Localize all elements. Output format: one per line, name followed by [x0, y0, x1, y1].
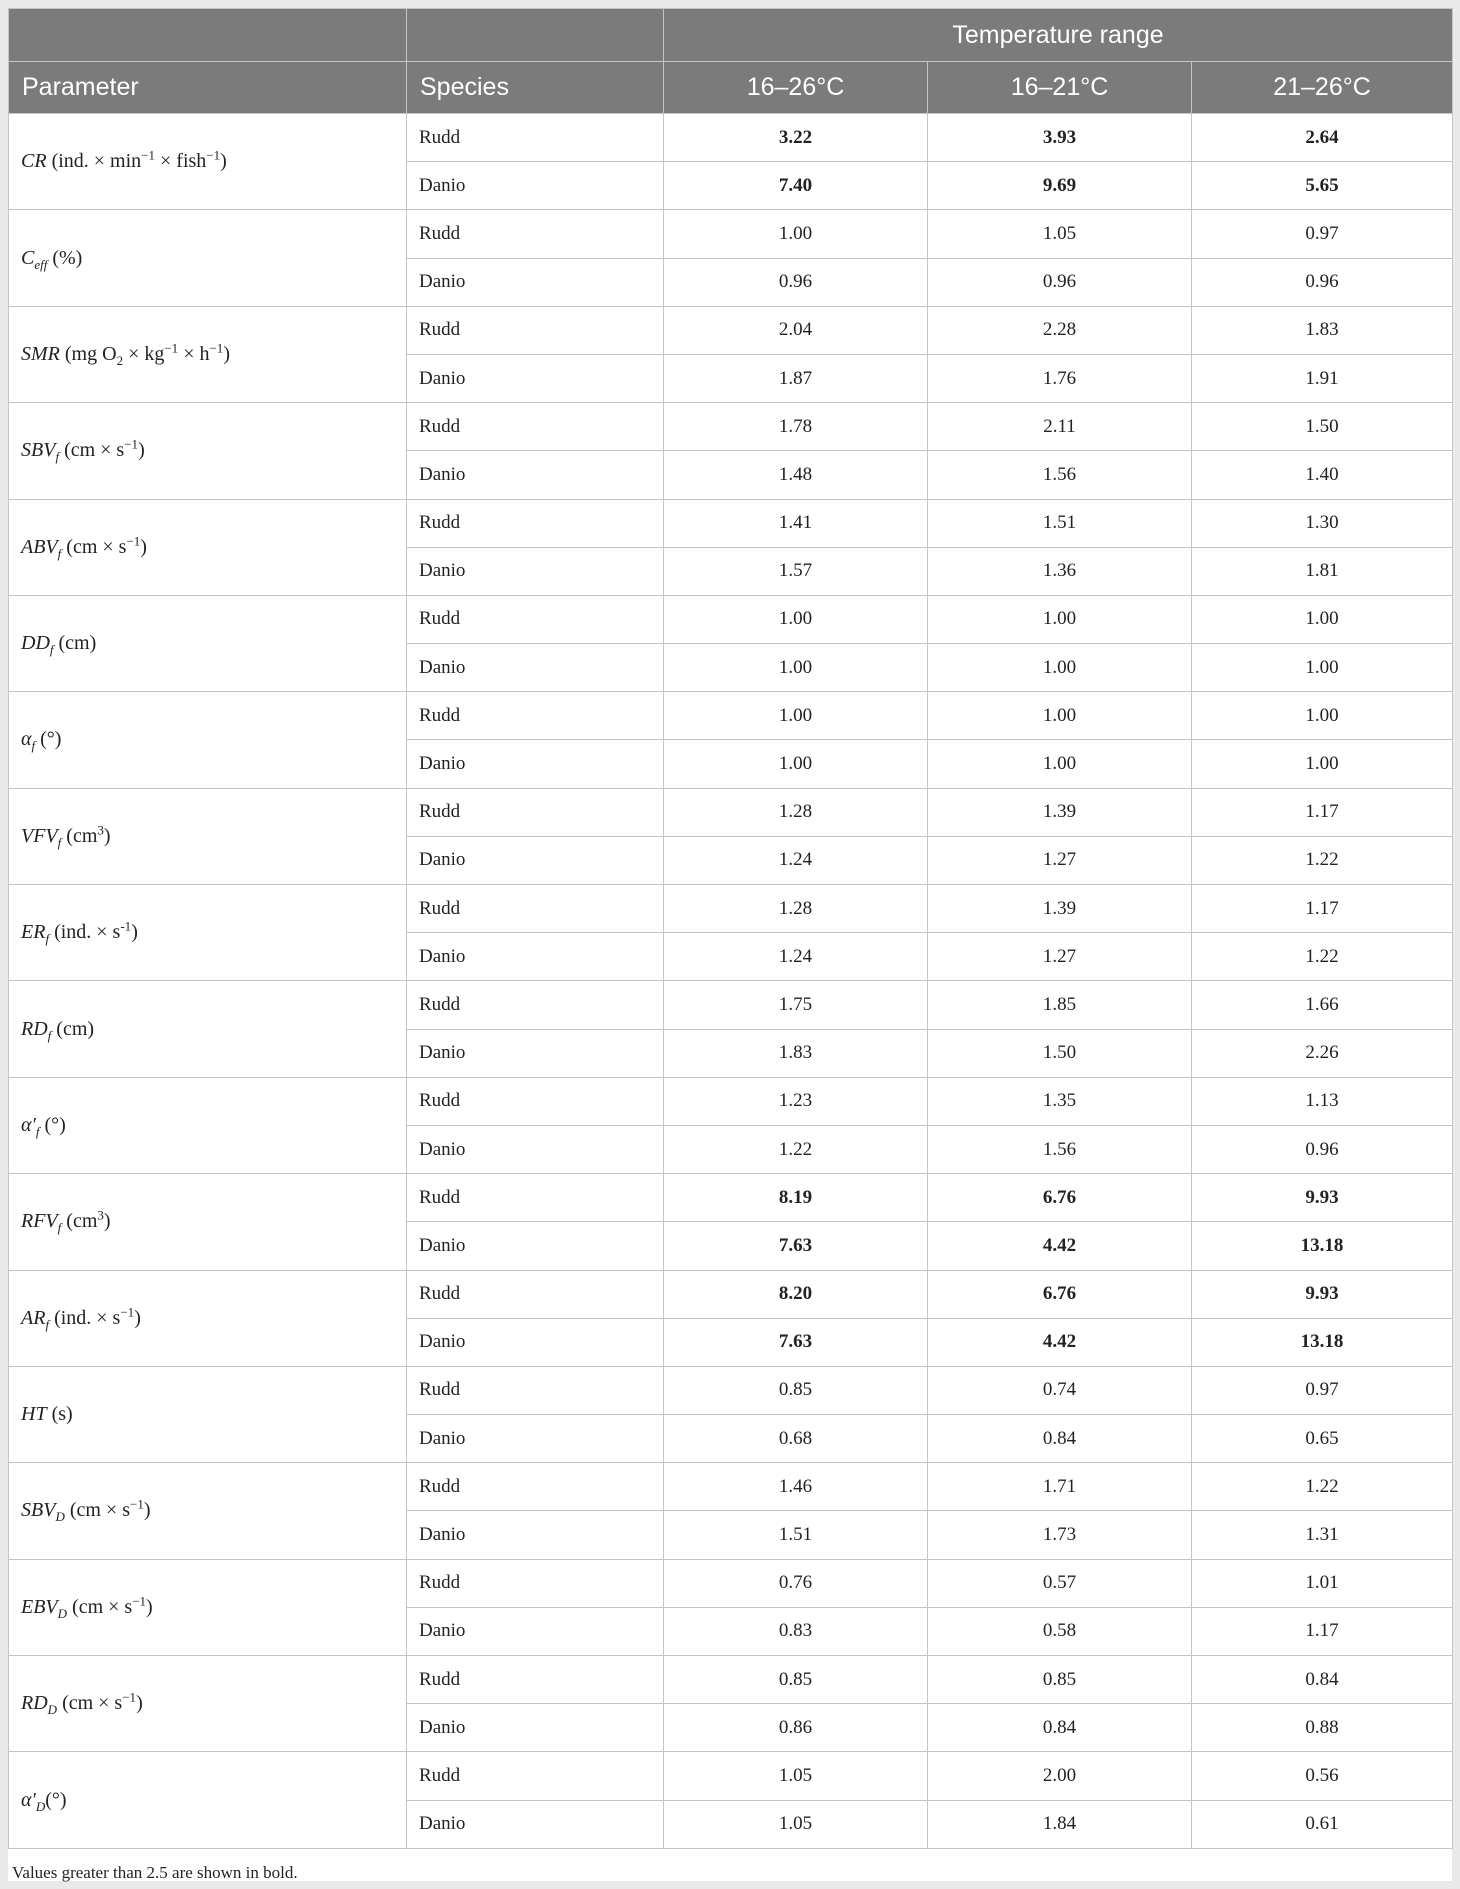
value-cell: 1.00	[1192, 692, 1453, 740]
value-cell: 1.39	[928, 788, 1192, 836]
parameter-symbol	[21, 1595, 68, 1621]
parameter-unit: $(cm \times s^{-1})$	[57, 1689, 143, 1715]
table-row	[9, 1559, 1453, 1607]
value-cell: 0.96	[1192, 258, 1453, 306]
parameter-cell	[9, 1174, 407, 1270]
table-row	[9, 595, 1453, 643]
parameter-symbol	[21, 921, 50, 947]
header-row-group	[9, 9, 1453, 62]
table-row	[9, 1752, 1453, 1800]
temperature-range-header: Temperature range	[664, 9, 1453, 62]
value-cell: 1.05	[928, 210, 1192, 258]
parameter-symbol	[21, 1306, 50, 1332]
parameter-cell	[9, 1463, 407, 1559]
value-cell: 0.58	[928, 1607, 1192, 1655]
value-cell: 7.63	[664, 1222, 928, 1270]
parameter-symbol-subscript: f	[49, 642, 54, 658]
parameter-unit: $(cm \times s^{-1})$	[59, 436, 145, 462]
parameter-cell	[9, 1656, 407, 1752]
species-cell: Danio	[407, 1800, 664, 1848]
data-table	[8, 8, 1453, 1849]
species-cell: Danio	[407, 1704, 664, 1752]
value-cell: 1.27	[928, 933, 1192, 981]
value-cell: 1.85	[928, 981, 1192, 1029]
parameter-symbol	[21, 1692, 58, 1718]
species-cell: Danio	[407, 1511, 664, 1559]
species-cell: Danio	[407, 933, 664, 981]
value-cell: 1.27	[928, 836, 1192, 884]
parameter-symbol	[21, 439, 60, 465]
table-container	[8, 8, 1452, 1881]
value-cell: 2.26	[1192, 1029, 1453, 1077]
value-cell: 1.87	[664, 354, 928, 402]
value-cell: 1.40	[1192, 451, 1453, 499]
value-cell: 1.73	[928, 1511, 1192, 1559]
parameter-symbol-main: VFV	[21, 824, 58, 847]
value-cell: 2.11	[928, 403, 1192, 451]
table-row	[9, 981, 1453, 1029]
value-cell: 3.93	[928, 114, 1192, 162]
species-cell: Rudd	[407, 1463, 664, 1511]
species-cell: Danio	[407, 1415, 664, 1463]
value-cell: 1.78	[664, 403, 928, 451]
parameter-unit: (°)	[39, 1113, 66, 1136]
parameter-cell	[9, 114, 407, 210]
value-cell: 1.91	[1192, 354, 1453, 402]
species-cell: Danio	[407, 1029, 664, 1077]
value-cell: 0.68	[664, 1415, 928, 1463]
value-cell: 9.93	[1192, 1270, 1453, 1318]
value-cell: 0.88	[1192, 1704, 1453, 1752]
value-cell: 1.83	[1192, 306, 1453, 354]
parameter-cell	[9, 1077, 407, 1173]
value-cell: 0.56	[1192, 1752, 1453, 1800]
species-cell: Danio	[407, 1125, 664, 1173]
value-cell: 0.96	[664, 258, 928, 306]
parameter-symbol-main: RD	[21, 1017, 48, 1040]
parameter-symbol-main: ER	[21, 921, 46, 944]
parameter-symbol	[21, 1499, 65, 1525]
value-cell: 2.64	[1192, 114, 1453, 162]
species-cell: Rudd	[407, 499, 664, 547]
parameter-unit: (cm)	[53, 632, 97, 655]
value-cell: 13.18	[1192, 1318, 1453, 1366]
value-cell: 0.61	[1192, 1800, 1453, 1848]
species-cell: Rudd	[407, 306, 664, 354]
value-cell: 1.22	[1192, 933, 1453, 981]
table-row	[9, 499, 1453, 547]
value-cell: 1.00	[1192, 595, 1453, 643]
parameter-symbol	[21, 150, 47, 172]
parameter-symbol	[21, 246, 48, 272]
value-cell: 9.93	[1192, 1174, 1453, 1222]
value-cell: 1.36	[928, 547, 1192, 595]
value-cell: 1.57	[664, 547, 928, 595]
parameter-symbol	[21, 1210, 62, 1236]
value-cell: 1.66	[1192, 981, 1453, 1029]
value-cell: 1.17	[1192, 1607, 1453, 1655]
species-cell: Danio	[407, 258, 664, 306]
table-row	[9, 210, 1453, 258]
value-cell: 1.00	[928, 644, 1192, 692]
parameter-symbol	[21, 824, 62, 850]
parameter-cell	[9, 306, 407, 402]
value-cell: 1.00	[1192, 740, 1453, 788]
table-header	[9, 9, 1453, 114]
value-cell: 1.50	[1192, 403, 1453, 451]
table-row	[9, 692, 1453, 740]
value-cell: 2.00	[928, 1752, 1192, 1800]
value-cell: 1.17	[1192, 788, 1453, 836]
value-cell: 0.76	[664, 1559, 928, 1607]
parameter-symbol	[21, 343, 60, 365]
parameter-unit: (°)	[45, 1788, 67, 1811]
table-row	[9, 1270, 1453, 1318]
value-cell: 13.18	[1192, 1222, 1453, 1270]
table-row	[9, 1366, 1453, 1414]
parameter-symbol	[21, 632, 54, 658]
parameter-cell	[9, 499, 407, 595]
parameter-unit: (ind. × $s^{-1}$)	[49, 1304, 141, 1329]
parameter-cell	[9, 1270, 407, 1366]
parameter-cell	[9, 595, 407, 691]
species-cell: Rudd	[407, 595, 664, 643]
species-cell: Rudd	[407, 1174, 664, 1222]
value-cell: 1.76	[928, 354, 1192, 402]
species-cell: Danio	[407, 1318, 664, 1366]
parameter-symbol-main: SMR	[21, 342, 60, 365]
value-cell: 0.85	[664, 1656, 928, 1704]
value-cell: 1.24	[664, 933, 928, 981]
table-row	[9, 1174, 1453, 1222]
parameter-symbol	[21, 1403, 47, 1425]
parameter-cell	[9, 403, 407, 499]
parameter-symbol-subscript: eff	[34, 256, 48, 272]
value-cell: 1.75	[664, 981, 928, 1029]
value-cell: 7.63	[664, 1318, 928, 1366]
value-cell: 5.65	[1192, 162, 1453, 210]
parameter-unit: (mg $O_2 \times kg^{-1} \times h^{-1}$)	[59, 340, 230, 368]
value-cell: 1.01	[1192, 1559, 1453, 1607]
parameter-symbol-subscript: f	[31, 738, 36, 754]
parameter-cell	[9, 692, 407, 788]
parameter-symbol	[21, 535, 62, 561]
species-cell: Danio	[407, 836, 664, 884]
species-cell: Rudd	[407, 1752, 664, 1800]
parameter-unit: $(cm \times s^{-1})$	[67, 1593, 153, 1618]
parameter-symbol-subscript: f	[45, 931, 50, 947]
parameter-symbol-main: C	[21, 246, 35, 269]
species-cell: Danio	[407, 451, 664, 499]
parameter-symbol-main: SBV	[21, 1499, 56, 1522]
value-cell: 1.05	[664, 1752, 928, 1800]
parameter-symbol-subscript: D	[35, 1798, 46, 1814]
value-cell: 6.76	[928, 1174, 1192, 1222]
value-cell: 0.96	[928, 258, 1192, 306]
value-cell: 1.83	[664, 1029, 928, 1077]
value-cell: 1.35	[928, 1077, 1192, 1125]
value-cell: 1.00	[664, 595, 928, 643]
header-empty-cell	[9, 9, 407, 62]
value-cell: 1.39	[928, 885, 1192, 933]
header-row-columns	[9, 62, 1453, 114]
parameter-unit: $(cm \times s^{-1})$	[64, 1496, 151, 1522]
parameter-unit: (°)	[35, 728, 62, 751]
parameter-symbol-subscript: f	[55, 449, 60, 465]
species-cell: Rudd	[407, 114, 664, 162]
species-cell: Rudd	[407, 1270, 664, 1318]
table-body	[9, 114, 1453, 1849]
parameter-symbol-subscript: f	[57, 1220, 62, 1236]
value-cell: 8.19	[664, 1174, 928, 1222]
species-cell: Rudd	[407, 885, 664, 933]
parameter-symbol	[21, 1788, 46, 1814]
value-cell: 1.00	[664, 740, 928, 788]
parameter-unit: (%)	[47, 246, 83, 269]
value-cell: 0.74	[928, 1366, 1192, 1414]
value-cell: 2.04	[664, 306, 928, 354]
parameter-cell	[9, 885, 407, 981]
species-cell: Rudd	[407, 788, 664, 836]
value-cell: 1.05	[664, 1800, 928, 1848]
value-cell: 0.84	[928, 1415, 1192, 1463]
value-cell: 1.24	[664, 836, 928, 884]
species-cell: Rudd	[407, 692, 664, 740]
value-cell: 1.00	[664, 692, 928, 740]
range-column-header: 21–26°C	[1192, 62, 1453, 114]
parameter-symbol-subscript: f	[47, 1027, 52, 1043]
species-column-header: Species	[407, 62, 664, 114]
parameter-symbol-subscript: f	[45, 1316, 50, 1332]
parameter-cell	[9, 1752, 407, 1848]
parameter-unit: $(cm^3)$	[61, 1207, 111, 1233]
value-cell: 1.28	[664, 885, 928, 933]
value-cell: 1.46	[664, 1463, 928, 1511]
value-cell: 1.41	[664, 499, 928, 547]
species-cell: Danio	[407, 740, 664, 788]
table-footnote: Values greater than 2.5 are shown in bold.	[12, 1863, 298, 1882]
parameter-symbol-main: HT	[21, 1403, 47, 1426]
parameter-symbol-main: AR	[21, 1306, 46, 1329]
table-row	[9, 306, 1453, 354]
parameter-symbol	[21, 1113, 40, 1139]
table-row	[9, 403, 1453, 451]
value-cell: 4.42	[928, 1222, 1192, 1270]
table-row	[9, 788, 1453, 836]
table-row	[9, 1463, 1453, 1511]
range-column-header: 16–21°C	[928, 62, 1192, 114]
species-cell: Danio	[407, 1222, 664, 1270]
value-cell: 0.96	[1192, 1125, 1453, 1173]
value-cell: 1.51	[928, 499, 1192, 547]
parameter-cell	[9, 210, 407, 306]
value-cell: 1.51	[664, 1511, 928, 1559]
value-cell: 0.85	[664, 1366, 928, 1414]
value-cell: 1.00	[664, 644, 928, 692]
table-row	[9, 1077, 1453, 1125]
value-cell: 1.28	[664, 788, 928, 836]
value-cell: 1.22	[664, 1125, 928, 1173]
value-cell: 0.85	[928, 1656, 1192, 1704]
parameter-symbol-main: ABV	[21, 535, 58, 558]
value-cell: 1.71	[928, 1463, 1192, 1511]
parameter-symbol-subscript: D	[55, 1509, 65, 1525]
value-cell: 1.56	[928, 1125, 1192, 1173]
species-cell: Rudd	[407, 1559, 664, 1607]
range-column-header: 16–26°C	[664, 62, 928, 114]
value-cell: 8.20	[664, 1270, 928, 1318]
parameter-symbol-main: EBV	[21, 1595, 58, 1618]
species-cell: Rudd	[407, 1656, 664, 1704]
table-row	[9, 114, 1453, 162]
table-row	[9, 885, 1453, 933]
value-cell: 1.13	[1192, 1077, 1453, 1125]
value-cell: 1.00	[928, 692, 1192, 740]
parameter-symbol-subscript: f	[35, 1123, 40, 1139]
value-cell: 6.76	[928, 1270, 1192, 1318]
value-cell: 1.84	[928, 1800, 1192, 1848]
parameter-column-header: Parameter	[9, 62, 407, 114]
species-cell: Danio	[407, 162, 664, 210]
header-empty-cell	[407, 9, 664, 62]
value-cell: 1.30	[1192, 499, 1453, 547]
value-cell: 0.97	[1192, 1366, 1453, 1414]
parameter-symbol-main: α′	[21, 1788, 36, 1811]
parameter-symbol	[21, 1017, 52, 1043]
value-cell: 1.00	[928, 595, 1192, 643]
species-cell: Rudd	[407, 403, 664, 451]
value-cell: 7.40	[664, 162, 928, 210]
parameter-symbol-main: RD	[21, 1692, 48, 1715]
value-cell: 1.00	[1192, 644, 1453, 692]
species-cell: Danio	[407, 547, 664, 595]
species-cell: Danio	[407, 644, 664, 692]
value-cell: 2.28	[928, 306, 1192, 354]
parameter-unit: (ind. × $s^{-1}$)	[49, 918, 138, 944]
parameter-symbol-main: α′	[21, 1113, 36, 1136]
value-cell: 1.22	[1192, 836, 1453, 884]
parameter-symbol	[21, 728, 36, 754]
value-cell: 0.84	[928, 1704, 1192, 1752]
parameter-unit: (s)	[46, 1403, 73, 1426]
parameter-symbol-subscript: f	[57, 545, 62, 561]
parameter-symbol-main: RFV	[21, 1210, 58, 1233]
value-cell: 0.97	[1192, 210, 1453, 258]
species-cell: Rudd	[407, 1366, 664, 1414]
parameter-unit: (ind. × $\min^{-1}$ × fish$^{-1}$)	[46, 147, 227, 173]
value-cell: 1.81	[1192, 547, 1453, 595]
parameter-symbol-main: SBV	[21, 439, 56, 462]
value-cell: 1.00	[664, 210, 928, 258]
parameter-symbol-subscript: D	[47, 1702, 58, 1718]
species-cell: Danio	[407, 354, 664, 402]
species-cell: Danio	[407, 1607, 664, 1655]
parameter-cell	[9, 1559, 407, 1655]
parameter-symbol-main: CR	[21, 150, 47, 173]
value-cell: 1.22	[1192, 1463, 1453, 1511]
value-cell: 1.48	[664, 451, 928, 499]
value-cell: 1.23	[664, 1077, 928, 1125]
value-cell: 3.22	[664, 114, 928, 162]
parameter-symbol-subscript: D	[57, 1605, 68, 1621]
parameter-unit: $(cm^3)$	[61, 822, 111, 847]
value-cell: 1.17	[1192, 885, 1453, 933]
parameter-unit: $(cm \times s^{-1})$	[61, 533, 147, 558]
parameter-cell	[9, 1366, 407, 1462]
value-cell: 1.50	[928, 1029, 1192, 1077]
value-cell: 0.83	[664, 1607, 928, 1655]
value-cell: 4.42	[928, 1318, 1192, 1366]
parameter-symbol-subscript: f	[57, 834, 62, 850]
value-cell: 0.84	[1192, 1656, 1453, 1704]
value-cell: 1.56	[928, 451, 1192, 499]
species-cell: Rudd	[407, 210, 664, 258]
species-cell: Rudd	[407, 1077, 664, 1125]
value-cell: 0.86	[664, 1704, 928, 1752]
value-cell: 1.31	[1192, 1511, 1453, 1559]
value-cell: 0.65	[1192, 1415, 1453, 1463]
table-row	[9, 1656, 1453, 1704]
parameter-cell	[9, 981, 407, 1077]
value-cell: 9.69	[928, 162, 1192, 210]
value-cell: 0.57	[928, 1559, 1192, 1607]
parameter-unit: (cm)	[51, 1017, 95, 1040]
parameter-symbol-main: DD	[21, 632, 50, 655]
species-cell: Rudd	[407, 981, 664, 1029]
value-cell: 1.00	[928, 740, 1192, 788]
parameter-cell	[9, 788, 407, 884]
parameter-symbol-main: α	[21, 728, 32, 751]
